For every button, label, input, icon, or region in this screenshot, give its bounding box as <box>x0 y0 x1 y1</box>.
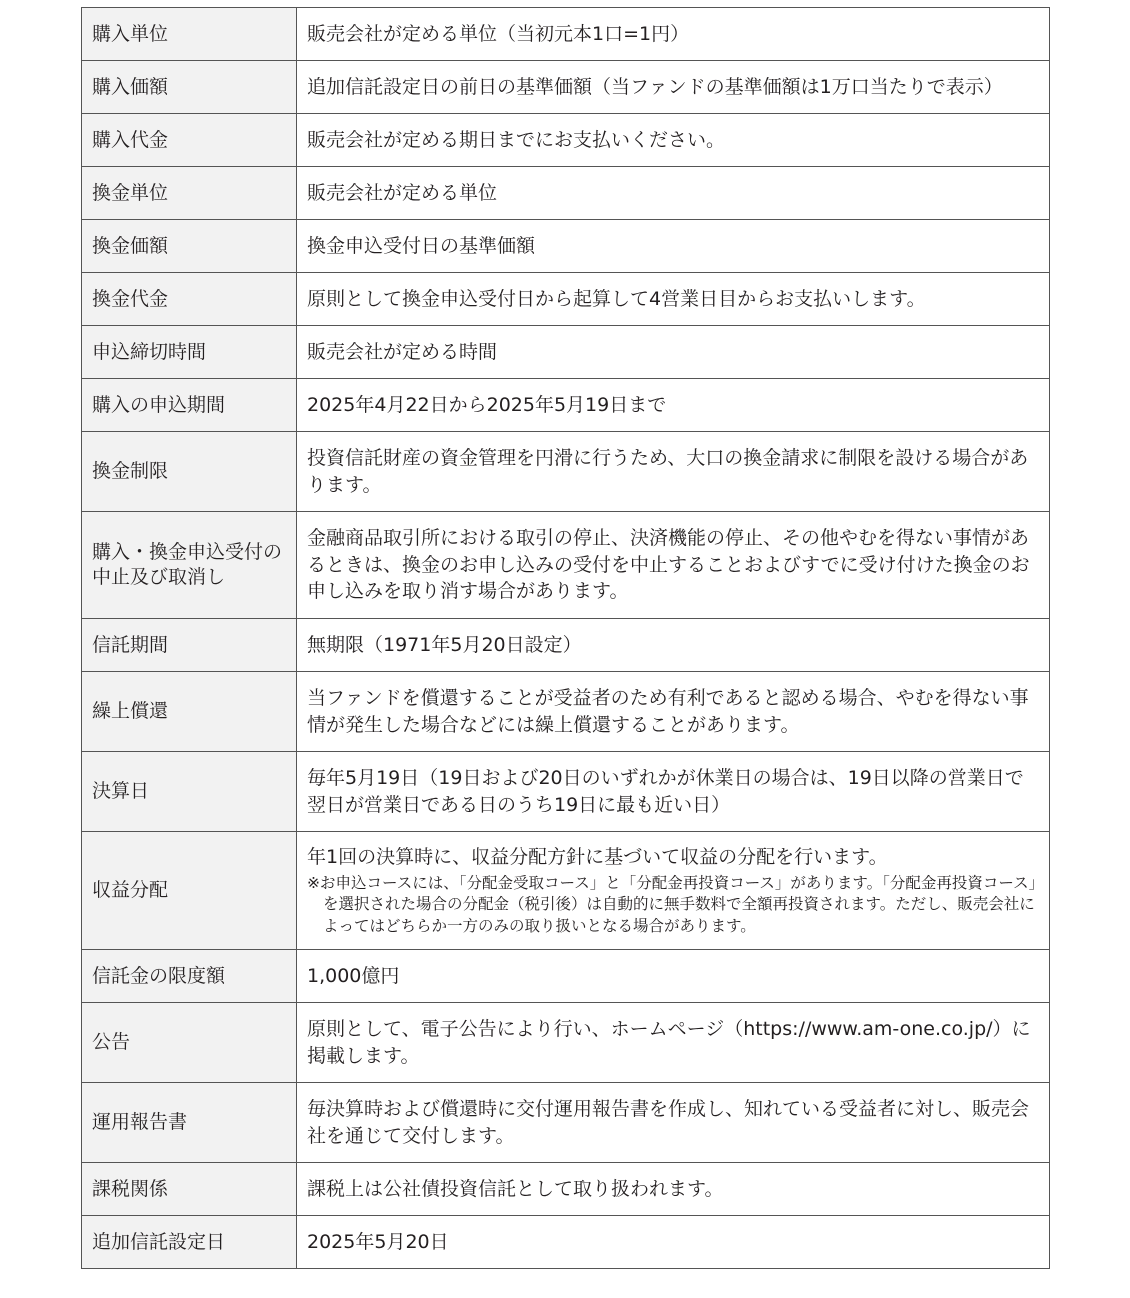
table-row <box>82 1083 1050 1163</box>
row-label: 課税関係 <box>82 1163 297 1216</box>
row-note: ※お申込コースには、「分配金受取コース」と「分配金再投資コース」があります。「分配金再投資コース」を選択された場合の分配金（税引後）は自動的に無手数料で全額再投資されます。ただし、販売会社によってはどちらか一方のみの取り扱いとなる場合があります。 <box>307 873 1037 935</box>
table-row <box>82 1003 1050 1083</box>
row-label: 購入価額 <box>82 61 297 114</box>
table-row <box>82 114 1050 167</box>
row-value: 2025年5月20日 <box>297 1216 1050 1269</box>
row-label: 繰上償還 <box>82 672 297 752</box>
table-row <box>82 832 1050 950</box>
row-value: 毎年5月19日（19日および20日のいずれかが休業日の場合は、19日以降の営業日で翌日が営業日である日のうち19日に最も近い日） <box>297 752 1050 832</box>
row-value: 投資信託財産の資金管理を円滑に行うため、大口の換金請求に制限を設ける場合があります。 <box>297 432 1050 512</box>
row-value: 毎決算時および償還時に交付運用報告書を作成し、知れている受益者に対し、販売会社を通じて交付します。 <box>297 1083 1050 1163</box>
row-value: 販売会社が定める時間 <box>297 326 1050 379</box>
table-row <box>82 432 1050 512</box>
row-value-with-note <box>297 832 1050 950</box>
row-value: 換金申込受付日の基準価額 <box>297 220 1050 273</box>
row-value: 販売会社が定める単位（当初元本1口=1円） <box>297 8 1050 61</box>
table-row <box>82 752 1050 832</box>
row-label: 公告 <box>82 1003 297 1083</box>
row-value: 販売会社が定める期日までにお支払いください。 <box>297 114 1050 167</box>
fund-terms-table <box>81 7 1050 1269</box>
row-value: 無期限（1971年5月20日設定） <box>297 619 1050 672</box>
table-row <box>82 61 1050 114</box>
row-label: 換金制限 <box>82 432 297 512</box>
row-value: 原則として換金申込受付日から起算して4営業日目からお支払いします。 <box>297 273 1050 326</box>
table-row <box>82 379 1050 432</box>
table-row <box>82 672 1050 752</box>
table-row <box>82 512 1050 619</box>
row-label: 申込締切時間 <box>82 326 297 379</box>
row-label: 購入・換金申込受付の中止及び取消し <box>82 512 297 619</box>
row-label: 収益分配 <box>82 832 297 950</box>
row-label: 購入の申込期間 <box>82 379 297 432</box>
table-row <box>82 8 1050 61</box>
row-value: 当ファンドを償還することが受益者のため有利であると認める場合、やむを得ない事情が発生した場合などには繰上償還することがあります。 <box>297 672 1050 752</box>
row-value: 1,000億円 <box>297 950 1050 1003</box>
row-label: 信託期間 <box>82 619 297 672</box>
row-label: 換金代金 <box>82 273 297 326</box>
row-label: 換金単位 <box>82 167 297 220</box>
row-label: 購入単位 <box>82 8 297 61</box>
row-label: 運用報告書 <box>82 1083 297 1163</box>
row-value: 追加信託設定日の前日の基準価額（当ファンドの基準価額は1万口当たりで表示） <box>297 61 1050 114</box>
table-row <box>82 1216 1050 1269</box>
row-value: 2025年4月22日から2025年5月19日まで <box>297 379 1050 432</box>
row-value: 販売会社が定める単位 <box>297 167 1050 220</box>
table-row <box>82 167 1050 220</box>
row-label: 追加信託設定日 <box>82 1216 297 1269</box>
table-row <box>82 273 1050 326</box>
row-value: 年1回の決算時に、収益分配方針に基づいて収益の分配を行います。 <box>307 846 888 868</box>
table-row <box>82 1163 1050 1216</box>
table-row <box>82 619 1050 672</box>
row-value: 課税上は公社債投資信託として取り扱われます。 <box>297 1163 1050 1216</box>
row-value: 原則として、電子公告により行い、ホームページ（https://www.am-one.co.jp/）に掲載します。 <box>297 1003 1050 1083</box>
table-row <box>82 220 1050 273</box>
row-label: 換金価額 <box>82 220 297 273</box>
table-row <box>82 950 1050 1003</box>
table-row <box>82 326 1050 379</box>
row-label: 信託金の限度額 <box>82 950 297 1003</box>
row-value: 金融商品取引所における取引の停止、決済機能の停止、その他やむを得ない事情があるときは、換金のお申し込みの受付を中止することおよびすでに受け付けた換金のお申し込みを取り消す場合があります。 <box>297 512 1050 619</box>
row-label: 決算日 <box>82 752 297 832</box>
row-label: 購入代金 <box>82 114 297 167</box>
